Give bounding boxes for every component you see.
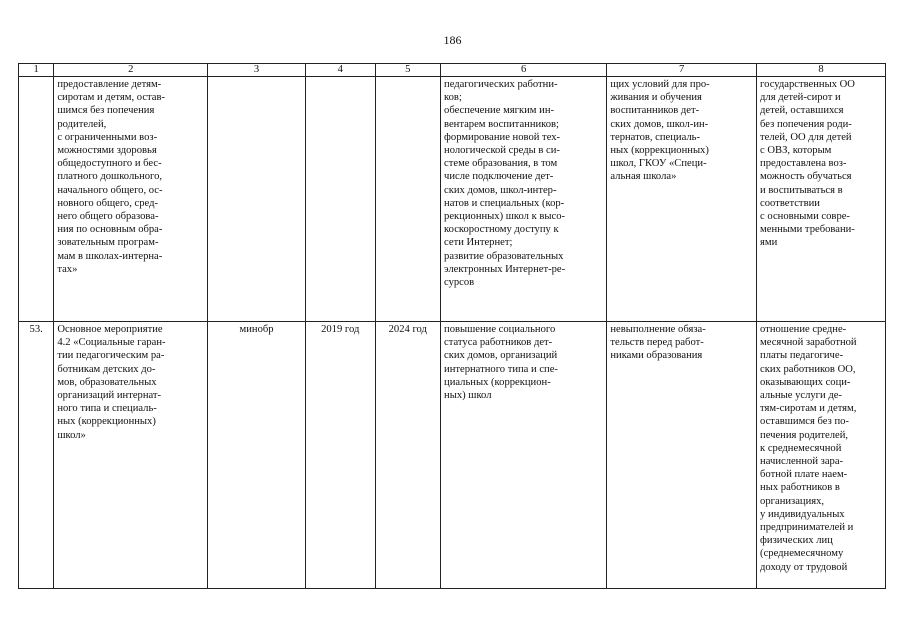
cell-text-line: вентарем воспитанников;	[444, 118, 560, 130]
cell-text-line: ков;	[444, 92, 462, 104]
cell-text-line: без попечения роди-	[760, 118, 852, 130]
cell-text-line: 4.2 «Социальные гаран-	[57, 337, 166, 349]
cell-text-line: государственных ОО	[760, 79, 855, 90]
cell-text-line: детей, оставшихся	[760, 105, 844, 117]
cell-text-line: ями	[760, 237, 778, 249]
cell-text-line: можностями здоровья	[57, 145, 157, 157]
cell-text-line: ских работников ОО,	[760, 363, 856, 375]
cell-text-line: можность обучаться	[760, 171, 852, 183]
cell-text-line: школ»	[57, 429, 86, 441]
cell-text-line: ных работников в	[760, 482, 840, 494]
cell-text-line: натов и специальных (кор-	[444, 197, 565, 209]
cell-text-line: менными требовани-	[760, 224, 855, 236]
cell-text-line: числе подключение дет-	[444, 171, 554, 183]
start-year-cell: 2019 год	[305, 322, 375, 589]
cell-text-line: тернатов, специаль-	[610, 131, 701, 143]
cell-text-line: развитие образовательных	[444, 250, 564, 262]
event-name-cell	[54, 322, 208, 589]
cell-text-line: сурсов	[444, 277, 475, 289]
cell-text-line: тии педагогическим ра-	[57, 350, 165, 362]
cell-text-line: ного типа и специаль-	[57, 403, 157, 415]
cell-text-line: платы педагогиче-	[760, 350, 844, 362]
cell-text-line: начисленной зара-	[760, 456, 844, 468]
cell-text-line: альные услуги де-	[760, 390, 842, 402]
cell-text-line: повышение социального	[444, 324, 556, 335]
cell-text-line: организаций интернат-	[57, 390, 162, 402]
cell-text-line: циальных (коррекцион-	[444, 376, 551, 388]
row-number-cell	[19, 77, 54, 322]
expected-result-cell	[441, 322, 607, 589]
cell-text-line: ния по основным обра-	[57, 224, 163, 236]
cell-text-line: у индивидуальных	[760, 508, 845, 520]
row-number-cell: 53.	[19, 322, 54, 589]
table-header-row	[19, 64, 886, 77]
cell-text-line: соответствии	[760, 197, 820, 209]
cell-text-line: коскоростному доступу к	[444, 224, 559, 236]
cell-text-line: общедоступного и бес-	[57, 158, 162, 170]
document-table	[18, 63, 886, 589]
cell-text-line: ных (коррекционных)	[610, 145, 709, 157]
cell-text-line: к среднемесячной	[760, 442, 842, 454]
cell-text-line: нологической среды в си-	[444, 145, 560, 157]
cell-text-line: формирование новой тех-	[444, 131, 561, 143]
page-number: 186	[443, 33, 462, 47]
indicator-cell	[757, 77, 886, 322]
cell-text-line: предоставлена воз-	[760, 158, 847, 170]
cell-text-line: доходу от трудовой	[760, 561, 848, 573]
cell-text-line: него общего образова-	[57, 211, 159, 223]
cell-text-line: отношение средне-	[760, 324, 847, 335]
cell-text-line: ных) школ	[444, 390, 492, 402]
cell-text-line: стеме образования, в том	[444, 158, 558, 170]
expected-result-cell	[441, 77, 607, 322]
column-header: 6	[441, 64, 607, 77]
cell-text-line: зовательным програм-	[57, 237, 159, 249]
cell-text-line: предпринимателей и	[760, 522, 854, 534]
cell-text-line: платного дошкольного,	[57, 171, 163, 183]
cell-text-line: живания и обучения	[610, 92, 702, 104]
cell-text-line: интернатного типа и спе-	[444, 363, 558, 375]
cell-text-line: школ, ГКОУ «Специ-	[610, 158, 707, 170]
indicator-cell	[757, 322, 886, 589]
cell-text-line: телей, ОО для детей	[760, 131, 852, 143]
cell-text-line: родителей,	[57, 118, 107, 130]
column-header: 2	[54, 64, 208, 77]
cell-text-line: тельств перед работ-	[610, 337, 704, 349]
column-header: 4	[305, 64, 375, 77]
cell-text-line: и воспитываться в	[760, 184, 843, 196]
cell-text-line: месячной заработной	[760, 337, 857, 349]
cell-text-line: сиротам и детям, остав-	[57, 92, 166, 104]
table-row	[19, 77, 886, 322]
responsible-cell: минобр	[208, 322, 306, 589]
cell-text-line: обеспечение мягким ин-	[444, 105, 555, 117]
cell-text-line: ных (коррекционных)	[57, 416, 156, 428]
cell-text-line: организациях,	[760, 495, 825, 507]
table-row	[19, 322, 886, 589]
column-header: 7	[607, 64, 757, 77]
consequences-cell	[607, 77, 757, 322]
cell-text-line: с основными совре-	[760, 211, 850, 223]
cell-text-line: оставшимся без по-	[760, 416, 849, 428]
cell-text-line: электронных Интернет-ре-	[444, 263, 566, 275]
cell-text-line: Основное мероприятие	[57, 324, 163, 335]
cell-text-line: воспитанников дет-	[610, 105, 700, 117]
cell-text-line: мов, образовательных	[57, 376, 157, 388]
cell-text-line: невыполнение обяза-	[610, 324, 706, 335]
cell-text-line: педагогических работни-	[444, 79, 558, 90]
cell-text-line: физических лиц	[760, 535, 833, 547]
column-header: 8	[757, 64, 886, 77]
cell-text-line: предоставление детям-	[57, 79, 162, 90]
consequences-cell	[607, 322, 757, 589]
cell-text-line: оказывающих соци-	[760, 376, 851, 388]
column-header: 5	[375, 64, 440, 77]
cell-text-line: щих условий для про-	[610, 79, 710, 90]
cell-text-line: мам в школах-интерна-	[57, 250, 163, 262]
column-header: 1	[19, 64, 54, 77]
cell-text-line: печения родителей,	[760, 429, 849, 441]
column-header: 3	[208, 64, 306, 77]
cell-text-line: ботной плате наем-	[760, 469, 848, 481]
cell-text-line: для детей-сирот и	[760, 92, 841, 104]
cell-text-line: ских домов, организаций	[444, 350, 558, 362]
cell-text-line: тах»	[57, 263, 78, 275]
start-year-cell	[305, 77, 375, 322]
cell-text-line: ских домов, школ-интер-	[444, 184, 557, 196]
cell-text-line: с ограниченными воз-	[57, 131, 158, 143]
cell-text-line: сети Интернет;	[444, 237, 513, 249]
cell-text-line: новного общего, сред-	[57, 197, 159, 209]
cell-text-line: ских домов, школ-ин-	[610, 118, 709, 130]
cell-text-line: с ОВЗ, которым	[760, 145, 832, 157]
cell-text-line: ботникам детских до-	[57, 363, 156, 375]
cell-text-line: тям-сиротам и детям,	[760, 403, 857, 415]
cell-text-line: (среднемесячному	[760, 548, 844, 560]
cell-text-line: шимся без попечения	[57, 105, 155, 117]
cell-text-line: никами образования	[610, 350, 703, 362]
cell-text-line: альная школа»	[610, 171, 677, 183]
cell-text-line: начального общего, ос-	[57, 184, 163, 196]
cell-text-line: статуса работников дет-	[444, 337, 553, 349]
end-year-cell	[375, 77, 440, 322]
end-year-cell: 2024 год	[375, 322, 440, 589]
event-name-cell	[54, 77, 208, 322]
responsible-cell	[208, 77, 306, 322]
cell-text-line: рекционных) школ к высо-	[444, 211, 566, 223]
